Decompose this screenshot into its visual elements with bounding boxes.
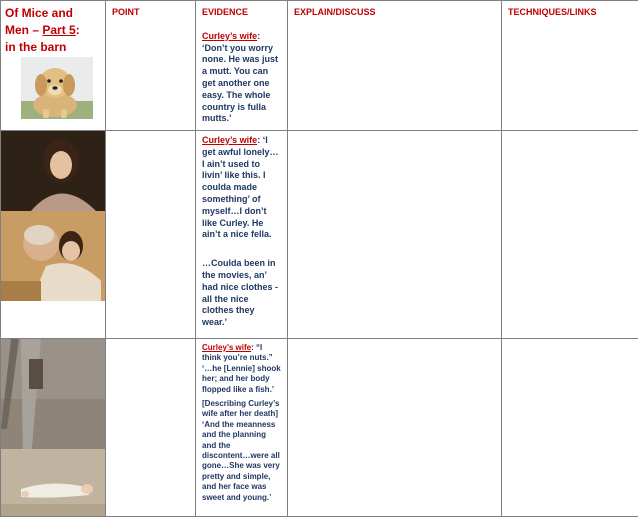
row-1-speaker: Curley’s wife [202, 31, 257, 41]
table-row [1, 338, 638, 516]
row-3-quote-2: ‘…he [Lennie] shook her; and her body flopped like a fish.’ [202, 364, 281, 394]
row-2-explain[interactable] [288, 131, 502, 339]
part-link: Part 5 [42, 23, 75, 37]
lonely-wife-image [1, 131, 106, 301]
row-1-evidence: EVIDENCE Curley’s wife: ‘Don’t you worry none. He was just a mutt. You can get another one easy. The whole country is fulla mutts.’ [196, 1, 288, 131]
row-2-image-cell [1, 131, 106, 339]
row-3-explain[interactable] [288, 338, 502, 516]
row-3-quote: “I think you’re nuts.” [202, 343, 273, 362]
puppy-image [21, 57, 93, 119]
row-1-quote: ‘Don’t you worry none. He was just a mutt. You can get another one easy. The whole country is fulla mutts.’ [202, 43, 278, 124]
header-point: POINT [106, 1, 196, 131]
row-3-quote-3: [Describing Curley’s wife after her death] ‘And the meanness and the planning and the discontent…were all gone…She was very pretty and simple, and her face was sweet and young.’ [202, 399, 281, 503]
row-2-speaker: Curley’s wife [202, 135, 257, 145]
row-2-quote: ‘I get awful lonely… I ain’t used to livin’ like this. I coulda made something’ of myself…I don’t like Curley. He ain’t a nice fella. [202, 135, 279, 239]
row-2-evidence: Curley’s wife: ‘I get awful lonely… I ain’t used to livin’ like this. I coulda made something’ of myself…I don’t like Curley. He ain’t a nice fella. …Coulda been in the movies, an’ had nice clothes - all the nice clothes they wear.’ [196, 131, 288, 339]
header-evidence: EVIDENCE [202, 7, 281, 19]
row-3-techniques[interactable] [502, 338, 638, 516]
barn-death-image [1, 339, 106, 516]
header-explain: EXPLAIN/DISCUSS [288, 1, 502, 131]
row-2-techniques[interactable] [502, 131, 638, 339]
row-3-point[interactable] [106, 338, 196, 516]
header-row [1, 1, 638, 131]
header-techniques: TECHNIQUES/LINKS [502, 1, 638, 131]
table-row [1, 131, 638, 339]
row-2-quote-2: …Coulda been in the movies, an’ had nice clothes - all the nice clothes they wear.’ [202, 258, 281, 329]
page-title: Of Mice and Men – Part 5: in the barn [1, 1, 105, 56]
row-2-point[interactable] [106, 131, 196, 339]
title-cell [1, 1, 106, 131]
row-3-evidence: Curley’s wife: “I think you’re nuts.” ‘…he [Lennie] shook her; and her body flopped like a fish.’ [Describing Curley’s wife after her death] ‘And the meanness and the planning and the discontent…were all gone…She was very pretty and simple, and her face was sweet and young.’ [196, 338, 288, 516]
row-3-speaker: Curley’s wife [202, 343, 251, 352]
row-3-image-cell [1, 338, 106, 516]
